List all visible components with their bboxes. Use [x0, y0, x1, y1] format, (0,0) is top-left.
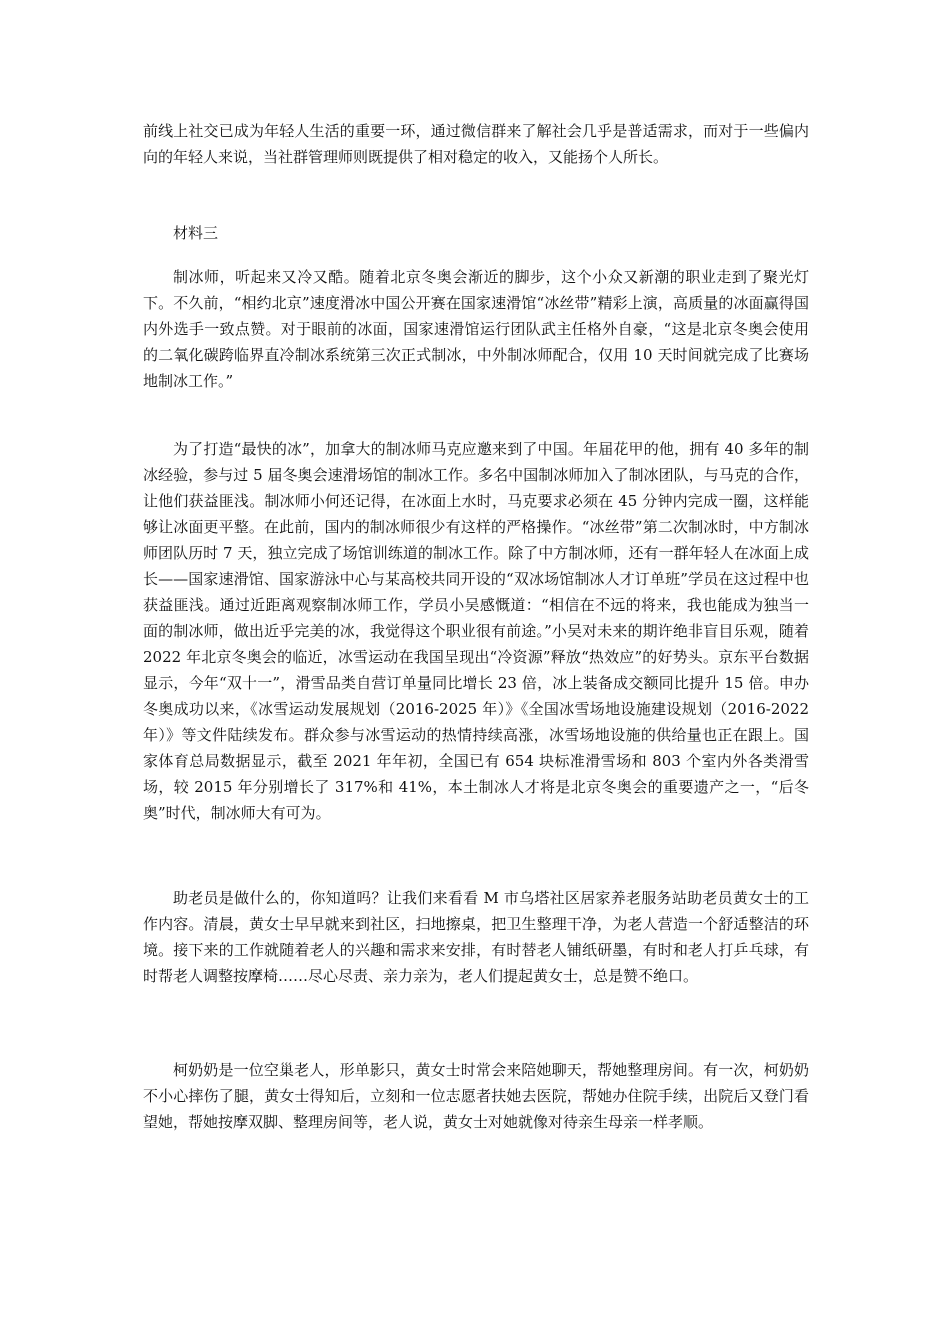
- paragraph-ice-maker-intro: 制冰师，听起来又冷又酷。随着北京冬奥会渐近的脚步，这个小众又新潮的职业走到了聚光灯下。不久前，“相约北京”速度滑冰中国公开赛在国家速滑馆“冰丝带”精彩上演，高质量的冰面赢得国内外选手一致点赞。对于眼前的冰面，国家速滑馆运行团队武主任格外自豪，“这是北京冬奥会使用的二氧化碳跨临界直冷制冰系统第三次正式制冰，中外制冰师配合，仅用 10 天时间就完成了比赛场地制冰工作。”: [143, 268, 809, 390]
- paragraph-fastest-ice: 为了打造“最快的冰”，加拿大的制冰师马克应邀来到了中国。年届花甲的他，拥有 40 多年的制冰经验，参与过 5 届冬奥会速滑场馆的制冰工作。多名中国制冰师加入了制冰团队，与马克的合作，让他们获益匪浅。制冰师小何还记得，在冰面上水时，马克要求必须在 45 分钟内完成一圈，这样能够让冰面更平整。在此前，国内的制冰师很少有这样的严格操作。“冰丝带”第二次制冰时，中方制冰师团队历时 7 天，独立完成了场馆训练道的制冰工作。除了中方制冰师，还有一群年轻人在冰面上成长——国家速滑馆、国家游泳中心与某高校共同开设的“双冰场馆制冰人才订单班”学员在这过程中也获益匪浅。通过近距离观察制冰师工作，学员小吴感慨道：“相信在不远的将来，我也能成为独当一面的制冰师，做出近乎完美的冰，我觉得这个职业很有前途。”小吴对未来的期许绝非盲目乐观，随着 2022 年北京冬奥会的临近，冰雪运动在我国呈现出“冷资源”释放“热效应”的好势头。京东平台数据显示，今年“双十一”，滑雪品类自营订单量同比增长 23 倍，冰上装备成交额同比提升 15 倍。申办冬奥成功以来，《冰雪运动发展规划（2016-2025 年）》《全国冰雪场地设施建设规划（2016-2022 年）》等文件陆续发布。群众参与冰雪运动的热情持续高涨，冰雪场地设施的供给量也正在跟上。国家体育总局数据显示，截至 2021 年年初，全国已有 654 块标准滑雪场和 803 个室内外各类滑雪场，较 2015 年分别增长了 317%和 41%，本土制冰人才将是北京冬奥会的重要遗产之一，“后冬奥”时代，制冰师大有可为。: [143, 440, 809, 822]
- section-heading-material-three: 材料三: [173, 224, 219, 242]
- paragraph-elder-helper: 助老员是做什么的，你知道吗？让我们来看看 M 市乌塔社区居家养老服务站助老员黄女士的工作内容。清晨，黄女士早早就来到社区，扫地擦桌，把卫生整理干净，为老人营造一个舒适整洁的环境。接下来的工作就随着老人的兴趣和需求来安排，有时替老人铺纸研墨，有时和老人打乒乓球，有时帮老人调整按摩椅……尽心尽责、亲力亲为，老人们提起黄女士，总是赞不绝口。: [143, 889, 809, 985]
- paragraph-grandma-ke: 柯奶奶是一位空巢老人，形单影只，黄女士时常会来陪她聊天，帮她整理房间。有一次，柯奶奶不小心摔伤了腿，黄女士得知后，立刻和一位志愿者扶她去医院，帮她办住院手续，出院后又登门看望她，帮她按摩双脚、整理房间等，老人说，黄女士对她就像对待亲生母亲一样孝顺。: [143, 1061, 809, 1131]
- paragraph-continuation: 前线上社交已成为年轻人生活的重要一环，通过微信群来了解社会几乎是普适需求，而对于一些偏内向的年轻人来说，当社群管理师则既提供了相对稳定的收入，又能扬个人所长。: [143, 122, 809, 166]
